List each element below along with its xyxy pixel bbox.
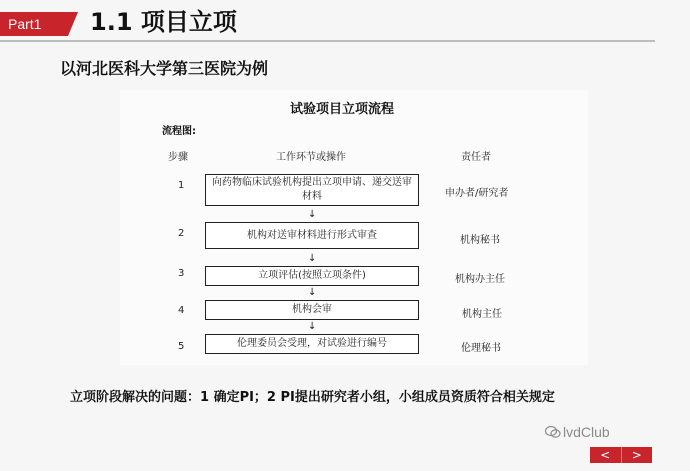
- step-owner: 申办者/研究者: [445, 188, 509, 199]
- flow-arrow: ↓: [308, 209, 317, 220]
- step-owner: 机构办主任: [455, 274, 505, 285]
- step-number: 1: [178, 180, 185, 191]
- slide-nav: [590, 447, 652, 463]
- step-box: 立项评估(按照立项条件): [205, 266, 419, 286]
- part-tag-tail: [68, 12, 78, 36]
- step-number: 3: [178, 268, 185, 279]
- step-box: 向药物临床试验机构提出立项申请、递交送审材料: [205, 174, 419, 206]
- column-header-action: 工作环节或操作: [276, 152, 346, 163]
- flow-arrow: ↓: [308, 321, 317, 332]
- step-number: 4: [178, 305, 185, 316]
- step-box: 机构对送审材料进行形式审查: [205, 222, 419, 249]
- step-owner: 机构秘书: [460, 235, 500, 246]
- part-label: Part1: [8, 16, 42, 32]
- wechat-icon: [545, 425, 561, 442]
- problems-text: 立项阶段解决的问题：1 确定PI；2 PI提出研究者小组，小组成员资质符合相关规定: [70, 390, 555, 405]
- flowchart-label: 流程图:: [162, 126, 196, 137]
- step-box: 机构会审: [205, 300, 419, 320]
- flow-arrow: ↓: [308, 253, 317, 264]
- page-title: 1.1 项目立项: [90, 8, 237, 36]
- column-header-owner: 责任者: [461, 152, 491, 163]
- prev-slide-button[interactable]: <: [600, 448, 611, 462]
- step-number: 5: [178, 341, 185, 352]
- step-owner: 机构主任: [462, 309, 502, 320]
- step-number: 2: [178, 228, 185, 239]
- watermark-text: lvdClub: [563, 424, 610, 440]
- step-owner: 伦理秘书: [461, 343, 501, 354]
- step-box: 伦理委员会受理，对试验进行编号: [205, 334, 419, 354]
- title-divider: [0, 40, 655, 42]
- subtitle: 以河北医科大学第三医院为例: [60, 59, 269, 78]
- watermark: [545, 424, 610, 442]
- flowchart-title: 试验项目立项流程: [290, 102, 395, 117]
- column-header-step: 步骤: [168, 152, 188, 163]
- next-slide-button[interactable]: >: [621, 447, 653, 463]
- flow-arrow: ↓: [308, 287, 317, 298]
